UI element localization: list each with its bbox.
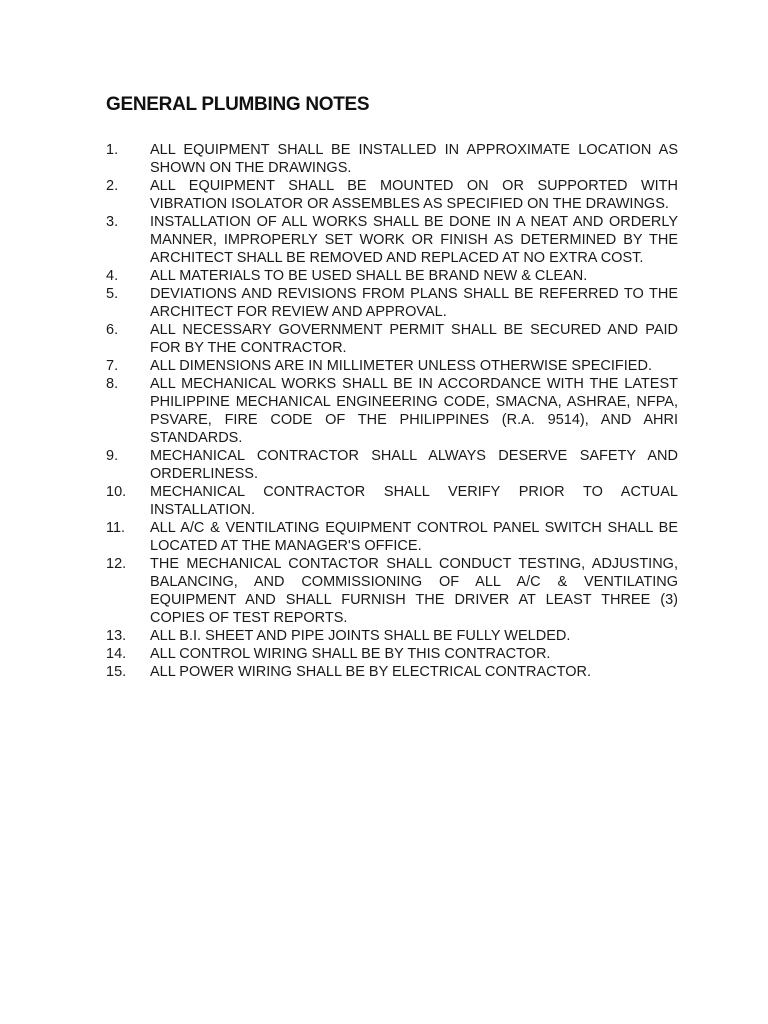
note-number: 6.: [106, 322, 119, 338]
note-number: 1.: [106, 142, 119, 158]
notes-list: [106, 141, 678, 681]
note-item: [106, 483, 678, 519]
note-text: ALL A/C & VENTILATING EQUIPMENT CONTROL PANEL SWITCH SHALL BE LOCATED AT THE MANAGER'S OFFICE.: [150, 520, 678, 554]
note-item: [106, 267, 678, 285]
note-number: 12.: [106, 556, 127, 572]
note-item: [106, 645, 678, 663]
note-text: ALL NECESSARY GOVERNMENT PERMIT SHALL BE SECURED AND PAID FOR BY THE CONTRACTOR.: [150, 322, 678, 356]
note-item: [106, 357, 678, 375]
note-item: [106, 141, 678, 177]
note-number: 8.: [106, 376, 119, 392]
note-number: 3.: [106, 214, 119, 230]
note-number: 4.: [106, 268, 119, 284]
note-number: 11.: [106, 520, 126, 536]
note-text: INSTALLATION OF ALL WORKS SHALL BE DONE IN A NEAT AND ORDERLY MANNER, IMPROPERLY SET WORK OR FINISH AS DETERMINED BY THE ARCHITECT SHALL BE REMOVED AND REPLACED AT NO EXTRA COST.: [150, 214, 678, 266]
note-text: ALL DIMENSIONS ARE IN MILLIMETER UNLESS OTHERWISE SPECIFIED.: [150, 358, 652, 374]
note-number: 5.: [106, 286, 119, 302]
note-text: THE MECHANICAL CONTACTOR SHALL CONDUCT TESTING, ADJUSTING, BALANCING, AND COMMISSIONING OF ALL A/C & VENTILATING EQUIPMENT AND SHALL FURNISH THE DRIVER AT LEAST THREE (3) COPIES OF TEST REPORTS.: [150, 556, 678, 626]
note-item: [106, 375, 678, 447]
note-item: [106, 177, 678, 213]
note-item: [106, 285, 678, 321]
note-item: [106, 321, 678, 357]
note-item: [106, 555, 678, 627]
note-text: MECHANICAL CONTRACTOR SHALL ALWAYS DESERVE SAFETY AND ORDERLINESS.: [150, 448, 678, 482]
note-number: 15.: [106, 664, 127, 680]
note-number: 13.: [106, 628, 127, 644]
note-text: ALL EQUIPMENT SHALL BE MOUNTED ON OR SUPPORTED WITH VIBRATION ISOLATOR OR ASSEMBLES AS SPECIFIED ON THE DRAWINGS.: [150, 178, 678, 212]
note-number: 10.: [106, 484, 127, 500]
note-item: [106, 519, 678, 555]
document-title: GENERAL PLUMBING NOTES: [106, 94, 370, 115]
note-text: ALL POWER WIRING SHALL BE BY ELECTRICAL CONTRACTOR.: [150, 664, 592, 680]
note-item: [106, 627, 678, 645]
note-number: 7.: [106, 358, 119, 374]
note-number: 2.: [106, 178, 119, 194]
note-text: ALL B.I. SHEET AND PIPE JOINTS SHALL BE FULLY WELDED.: [150, 628, 571, 644]
note-item: [106, 213, 678, 267]
note-text: MECHANICAL CONTRACTOR SHALL VERIFY PRIOR TO ACTUAL INSTALLATION.: [150, 484, 678, 518]
note-text: ALL CONTROL WIRING SHALL BE BY THIS CONTRACTOR.: [150, 646, 551, 662]
note-text: ALL MECHANICAL WORKS SHALL BE IN ACCORDANCE WITH THE LATEST PHILIPPINE MECHANICAL ENGINEERING CODE, SMACNA, ASHRAE, NFPA, PSVARE, FIRE CODE OF THE PHILIPPINES (R.A. 9514), AND AHRI STANDARDS.: [150, 376, 678, 446]
note-text: DEVIATIONS AND REVISIONS FROM PLANS SHALL BE REFERRED TO THE ARCHITECT FOR REVIEW AND APPROVAL.: [150, 286, 678, 320]
note-number: 14.: [106, 646, 127, 662]
note-number: 9.: [106, 448, 119, 464]
note-text: ALL MATERIALS TO BE USED SHALL BE BRAND NEW & CLEAN.: [150, 268, 588, 284]
note-text: ALL EQUIPMENT SHALL BE INSTALLED IN APPROXIMATE LOCATION AS SHOWN ON THE DRAWINGS.: [150, 142, 678, 176]
note-item: [106, 447, 678, 483]
note-item: [106, 663, 678, 681]
